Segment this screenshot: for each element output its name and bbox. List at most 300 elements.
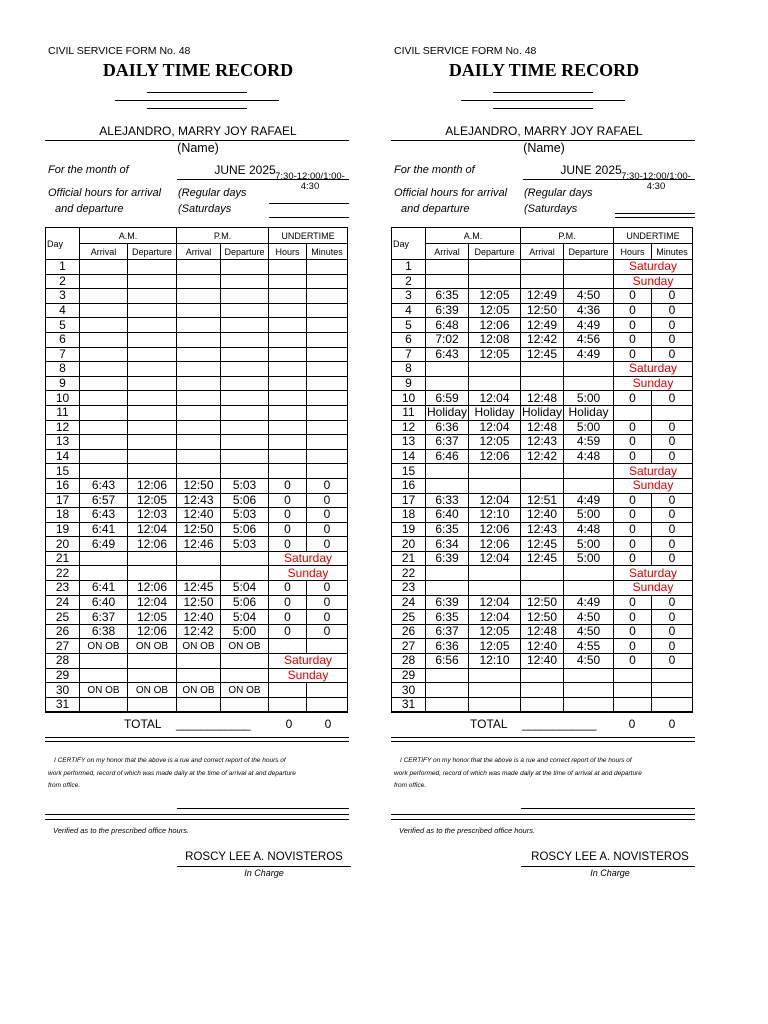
day-number: 27 [392, 639, 426, 654]
day-number: 5 [46, 318, 80, 333]
time-cell: 5:00 [564, 391, 614, 406]
undertime-cell: 0 [614, 493, 652, 508]
time-cell: 6:40 [426, 508, 469, 523]
time-cell: 6:40 [80, 595, 128, 610]
empty-cell [426, 683, 469, 698]
time-cell: 5:00 [564, 420, 614, 435]
divider [45, 819, 349, 820]
time-cell: 12:04 [128, 595, 177, 610]
time-cell: 12:48 [521, 420, 564, 435]
time-cell: 12:45 [521, 347, 564, 362]
day-number: 7 [46, 347, 80, 362]
time-cell: 6:37 [426, 435, 469, 450]
empty-cell [177, 289, 221, 304]
hours-header: Hours [614, 244, 652, 260]
total-line: ____________ [522, 717, 597, 731]
time-cell: 12:05 [128, 493, 177, 508]
total-line: ____________ [176, 717, 251, 731]
day-row [392, 508, 693, 523]
in-charge-label: In Charge [244, 868, 284, 878]
signer-name: ROSCY LEE A. NOVISTEROS [531, 851, 689, 863]
empty-cell [177, 391, 221, 406]
time-cell: 12:48 [521, 624, 564, 639]
empty-cell [128, 332, 177, 347]
day-row [392, 668, 693, 683]
empty-cell [269, 303, 307, 318]
undertime-cell: 0 [307, 610, 348, 625]
time-cell: 12:06 [128, 537, 177, 552]
day-row [46, 624, 348, 639]
time-record-table [391, 227, 693, 713]
empty-cell [521, 478, 564, 493]
empty-cell [128, 464, 177, 479]
empty-cell [128, 420, 177, 435]
empty-cell [426, 260, 469, 275]
day-number: 13 [46, 435, 80, 450]
undertime-cell: 0 [614, 449, 652, 464]
empty-cell [307, 274, 348, 289]
time-cell: 12:05 [469, 624, 521, 639]
hours-underline [269, 203, 349, 204]
undertime-cell: 0 [614, 508, 652, 523]
empty-cell [269, 318, 307, 333]
official-hours-label: Official hours for arrival [48, 187, 162, 199]
weekend-note: Sunday [614, 274, 693, 289]
empty-cell [221, 303, 269, 318]
empty-cell [521, 362, 564, 377]
time-cell: 12:06 [469, 537, 521, 552]
weekend-note: Sunday [269, 668, 348, 683]
empty-cell [521, 697, 564, 712]
empty-cell [564, 274, 614, 289]
weekend-note: Saturday [614, 464, 693, 479]
empty-cell [177, 376, 221, 391]
empty-cell [614, 668, 652, 683]
time-cell: 12:04 [469, 551, 521, 566]
day-row [46, 595, 348, 610]
day-number: 23 [392, 581, 426, 596]
empty-cell [128, 391, 177, 406]
time-cell: 12:50 [521, 610, 564, 625]
day-number: 5 [392, 318, 426, 333]
undertime-cell: 0 [269, 522, 307, 537]
undertime-cell: 0 [614, 289, 652, 304]
month-label: For the month of [394, 164, 475, 176]
day-row [46, 537, 348, 552]
day-row [46, 420, 348, 435]
empty-cell [221, 668, 269, 683]
time-cell: Holiday [521, 405, 563, 420]
time-cell: 4:50 [564, 610, 614, 625]
empty-cell [564, 668, 614, 683]
day-row [46, 274, 348, 289]
time-cell: 12:05 [469, 347, 521, 362]
empty-cell [307, 260, 348, 275]
empty-cell [221, 697, 269, 712]
day-number: 21 [46, 551, 80, 566]
undertime-cell: 0 [307, 624, 348, 639]
day-row [46, 318, 348, 333]
time-cell: 12:05 [469, 289, 521, 304]
day-number: 17 [46, 493, 80, 508]
signer-underline [521, 866, 695, 867]
undertime-cell: 0 [652, 508, 693, 523]
time-cell: ON OB [80, 639, 128, 654]
time-cell: ON OB [128, 683, 177, 698]
empty-cell [128, 362, 177, 377]
empty-cell [469, 581, 521, 596]
day-row [392, 362, 693, 377]
undertime-cell: 0 [269, 508, 307, 523]
weekend-note: Saturday [269, 551, 348, 566]
undertime-cell: 0 [614, 318, 652, 333]
empty-cell [269, 362, 307, 377]
day-number: 11 [46, 405, 80, 420]
day-number: 7 [392, 347, 426, 362]
empty-cell [80, 274, 128, 289]
weekend-note: Sunday [614, 478, 693, 493]
undertime-cell: 0 [269, 493, 307, 508]
empty-cell [177, 405, 221, 420]
empty-cell [269, 332, 307, 347]
undertime-cell: 0 [614, 610, 652, 625]
empty-cell [269, 376, 307, 391]
undertime-cell: 0 [269, 581, 307, 596]
signature-rule [493, 108, 593, 109]
time-cell: 4:48 [564, 449, 614, 464]
time-cell: 6:34 [426, 537, 469, 552]
empty-cell [80, 260, 128, 275]
undertime-cell: 0 [614, 332, 652, 347]
empty-cell [80, 668, 128, 683]
signature-line [177, 808, 349, 809]
undertime-cell: 0 [652, 332, 693, 347]
time-cell: 12:50 [521, 595, 564, 610]
day-number: 1 [46, 260, 80, 275]
empty-cell [426, 464, 469, 479]
undertime-cell: 0 [614, 420, 652, 435]
empty-cell [469, 478, 521, 493]
time-cell: 6:33 [426, 493, 469, 508]
undertime-cell: 0 [614, 435, 652, 450]
empty-cell [652, 683, 693, 698]
empty-cell [307, 697, 348, 712]
time-cell: 4:56 [564, 332, 614, 347]
day-row [392, 697, 693, 712]
time-cell: 4:50 [564, 289, 614, 304]
empty-cell [307, 391, 348, 406]
day-row [46, 668, 348, 683]
day-number: 22 [46, 566, 80, 581]
time-record-table [45, 227, 348, 713]
saturdays-underline [269, 217, 349, 218]
empty-cell [564, 376, 614, 391]
divider [391, 814, 695, 815]
day-number: 20 [46, 537, 80, 552]
day-row [392, 639, 693, 654]
minutes-header: Minutes [307, 244, 348, 260]
time-cell: 12:08 [469, 332, 521, 347]
day-row [46, 347, 348, 362]
empty-cell [221, 347, 269, 362]
time-cell: 12:40 [521, 654, 564, 669]
time-cell: 12:42 [177, 624, 221, 639]
day-number: 18 [46, 508, 80, 523]
empty-cell [426, 566, 469, 581]
empty-cell [564, 683, 614, 698]
undertime-cell: 0 [307, 478, 348, 493]
day-row [392, 464, 693, 479]
day-number: 6 [46, 332, 80, 347]
certify-line: work performed, record of which was made daily at the time of arrival at and departure [394, 769, 642, 777]
time-cell: 5:00 [564, 537, 614, 552]
empty-cell [564, 464, 614, 479]
empty-cell [269, 697, 307, 712]
total-rule [391, 741, 695, 742]
empty-cell [469, 362, 521, 377]
total-rule [45, 737, 349, 738]
total-label: TOTAL [124, 717, 162, 731]
empty-cell [128, 449, 177, 464]
time-cell: 12:10 [469, 508, 521, 523]
empty-cell [128, 376, 177, 391]
undertime-cell: 0 [652, 493, 693, 508]
day-row [392, 376, 693, 391]
undertime-cell: 0 [652, 537, 693, 552]
day-row [392, 551, 693, 566]
official-hours-label: Official hours for arrival [394, 187, 508, 199]
time-cell: 5:00 [564, 551, 614, 566]
time-cell: 12:04 [128, 522, 177, 537]
day-number: 29 [392, 668, 426, 683]
name-label: (Name) [523, 141, 565, 155]
empty-cell [221, 332, 269, 347]
undertime-cell: 0 [614, 624, 652, 639]
day-row [392, 391, 693, 406]
undertime-cell: 0 [614, 595, 652, 610]
empty-cell [564, 697, 614, 712]
day-number: 17 [392, 493, 426, 508]
time-cell: 12:05 [469, 435, 521, 450]
time-cell: ON OB [221, 683, 269, 698]
day-row [392, 318, 693, 333]
time-cell: 12:06 [128, 478, 177, 493]
empty-cell [80, 435, 128, 450]
time-cell: 12:45 [177, 581, 221, 596]
time-cell: 12:48 [521, 391, 564, 406]
empty-cell [221, 654, 269, 669]
empty-cell [307, 303, 348, 318]
day-number: 4 [392, 303, 426, 318]
time-cell: 12:51 [521, 493, 564, 508]
empty-cell [128, 405, 177, 420]
time-cell: 6:39 [426, 551, 469, 566]
empty-cell [221, 420, 269, 435]
time-cell: 4:50 [564, 654, 614, 669]
time-cell: 12:50 [177, 522, 221, 537]
undertime-cell: 0 [307, 595, 348, 610]
total-rule [391, 737, 695, 738]
empty-cell [177, 668, 221, 683]
day-number: 1 [392, 260, 426, 275]
day-row [392, 420, 693, 435]
day-row [46, 551, 348, 566]
day-number: 8 [392, 362, 426, 377]
empty-cell [177, 362, 221, 377]
departure-label: and departure [55, 203, 124, 215]
time-cell: 12:05 [128, 610, 177, 625]
time-cell: 4:49 [564, 318, 614, 333]
time-cell: 12:03 [128, 508, 177, 523]
empty-cell [426, 581, 469, 596]
certify-line: I CERTIFY on my honor that the above is a rue and correct report of the hours of [54, 757, 286, 764]
saturdays-label: (Saturdays [524, 203, 578, 215]
empty-cell [269, 274, 307, 289]
empty-cell [307, 376, 348, 391]
time-cell: 12:40 [521, 508, 564, 523]
empty-cell [221, 435, 269, 450]
day-number: 10 [46, 391, 80, 406]
departure-header: Departure [128, 244, 177, 260]
time-cell: 12:04 [469, 493, 521, 508]
time-cell: 5:00 [564, 508, 614, 523]
day-row [392, 289, 693, 304]
pm-header: P.M. [177, 228, 269, 244]
undertime-cell: 0 [652, 318, 693, 333]
day-row [392, 537, 693, 552]
day-number: 3 [46, 289, 80, 304]
empty-cell [128, 668, 177, 683]
time-cell: 12:05 [469, 303, 521, 318]
signature-rule [147, 108, 247, 109]
undertime-cell: 0 [307, 537, 348, 552]
time-cell: 4:50 [564, 624, 614, 639]
time-cell: Holiday [469, 405, 521, 420]
empty-cell [80, 303, 128, 318]
empty-cell [177, 697, 221, 712]
empty-cell [269, 391, 307, 406]
time-cell: 12:40 [177, 610, 221, 625]
minutes-header: Minutes [652, 244, 693, 260]
signer-name: ROSCY LEE A. NOVISTEROS [185, 851, 343, 863]
empty-cell [307, 449, 348, 464]
empty-cell [128, 303, 177, 318]
time-cell: 12:06 [469, 522, 521, 537]
day-number: 25 [46, 610, 80, 625]
empty-cell [221, 449, 269, 464]
pm-header: P.M. [521, 228, 614, 244]
day-number: 13 [392, 435, 426, 450]
empty-cell [80, 332, 128, 347]
empty-cell [221, 405, 269, 420]
saturdays-underline [615, 217, 695, 218]
time-cell: 12:42 [521, 332, 564, 347]
empty-cell [177, 260, 221, 275]
empty-cell [307, 362, 348, 377]
empty-cell [177, 435, 221, 450]
certification-text [394, 755, 694, 793]
time-cell: 6:36 [426, 420, 469, 435]
time-cell: 6:48 [426, 318, 469, 333]
day-number: 12 [46, 420, 80, 435]
time-cell: 6:46 [426, 449, 469, 464]
empty-cell [177, 332, 221, 347]
undertime-cell [307, 639, 348, 654]
empty-cell [652, 697, 693, 712]
name-label: (Name) [177, 141, 219, 155]
day-row [392, 595, 693, 610]
time-cell: 12:43 [177, 493, 221, 508]
undertime-cell: 0 [614, 639, 652, 654]
empty-cell [564, 478, 614, 493]
undertime-cell: 0 [614, 347, 652, 362]
empty-cell [177, 303, 221, 318]
day-row [46, 610, 348, 625]
time-cell: 5:04 [221, 581, 269, 596]
day-number: 18 [392, 508, 426, 523]
empty-cell [177, 566, 221, 581]
undertime-cell: 0 [652, 610, 693, 625]
empty-cell [221, 260, 269, 275]
day-number: 29 [46, 668, 80, 683]
time-cell: 5:00 [221, 624, 269, 639]
empty-cell [469, 260, 521, 275]
undertime-cell: 0 [652, 391, 693, 406]
official-hours-value: 7:30-12:00/1:00-4:30 [275, 172, 345, 192]
form-title: DAILY TIME RECORD [102, 60, 294, 80]
empty-cell [469, 668, 521, 683]
empty-cell [307, 289, 348, 304]
day-number: 15 [46, 464, 80, 479]
empty-cell [652, 668, 693, 683]
hours-header: Hours [269, 244, 307, 260]
time-cell: ON OB [221, 639, 269, 654]
time-cell: 6:37 [80, 610, 128, 625]
undertime-cell [269, 639, 307, 654]
empty-cell [426, 376, 469, 391]
regular-days-label: (Regular days [524, 187, 593, 199]
empty-cell [426, 274, 469, 289]
divider [391, 819, 695, 820]
signer-underline [177, 866, 351, 867]
empty-cell [269, 289, 307, 304]
official-hours-value: 7:30-12:00/1:00-4:30 [621, 172, 691, 192]
undertime-cell [614, 405, 652, 420]
empty-cell [521, 260, 564, 275]
weekend-note: Saturday [614, 566, 693, 581]
empty-cell [521, 464, 564, 479]
empty-cell [221, 551, 269, 566]
day-number: 9 [392, 376, 426, 391]
empty-cell [521, 376, 564, 391]
day-number: 14 [392, 449, 426, 464]
undertime-cell: 0 [269, 610, 307, 625]
total-hours: 0 [285, 717, 293, 731]
employee-name: ALEJANDRO, MARRY JOY RAFAEL [99, 124, 297, 138]
undertime-cell: 0 [652, 654, 693, 669]
day-row [392, 449, 693, 464]
empty-cell [269, 449, 307, 464]
total-label: TOTAL [470, 717, 508, 731]
day-number: 12 [392, 420, 426, 435]
day-number: 3 [392, 289, 426, 304]
empty-cell [177, 274, 221, 289]
time-cell: ON OB [128, 639, 177, 654]
day-row [46, 303, 348, 318]
undertime-cell: 0 [614, 654, 652, 669]
signature-rule [147, 92, 247, 93]
total-rule [45, 741, 349, 742]
